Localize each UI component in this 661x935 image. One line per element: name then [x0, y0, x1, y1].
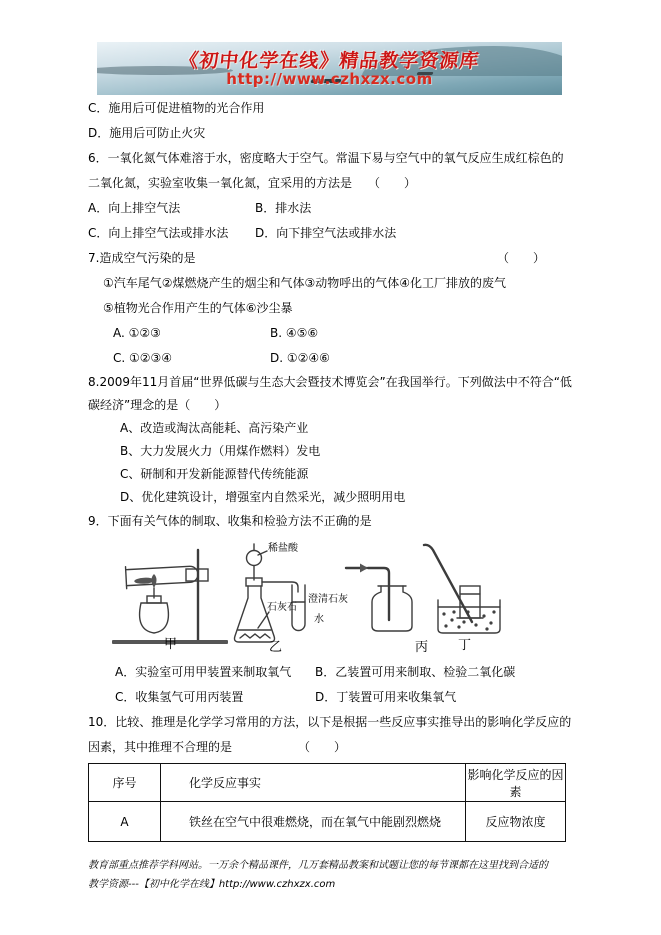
- table-header-number: 序号: [89, 764, 161, 802]
- question-9-options-cd: [88, 685, 575, 710]
- footer-line1: 教育部重点推荐学科网站。一万余个精品课件，几万套精品教案和试题让您的每节课都在这里找到合适的: [88, 860, 548, 871]
- question-6-options-cd: [88, 221, 575, 246]
- question-8-option-b: B、大力发展火力（用煤作燃料）发电: [120, 444, 321, 458]
- banner-image[interactable]: [97, 42, 562, 95]
- question-6-option-c: C．向上排空气法或排水法: [88, 226, 229, 240]
- question-7-items-line1: ①汽车尾气②煤燃烧产生的烟尘和气体③动物呼出的气体④化工厂排放的废气: [103, 276, 507, 290]
- question-8-stem-line1: 8.2009年11月首届“世界低碳与生态大会暨技术博览会”在我国举行。下列做法中不符合“低: [88, 375, 572, 389]
- banner-site-title: 《初中化学在线》精品教学资源库: [178, 50, 481, 72]
- question-8-option-a: A、改造或淘汰高能耗、高污染产业: [120, 421, 309, 435]
- table-header-factor: 影响化学反应的因素: [466, 764, 566, 802]
- footer-line2: [88, 875, 598, 894]
- label-apparatus-yi: 乙: [269, 640, 283, 655]
- question-7-option-d: D. ①②④⑥: [270, 351, 330, 365]
- question-9-stem: 9．下面有关气体的制取、收集和检验方法不正确的是: [88, 514, 372, 528]
- footer-site-url[interactable]: http://www.czhxzx.com: [218, 879, 336, 890]
- question-6-option-a: A．向上排空气法: [88, 201, 181, 215]
- question-7-stem: [88, 246, 575, 271]
- answer-bracket: （ ）: [496, 251, 545, 265]
- question-10-stem-text: 因素，其中推理不合理的是: [88, 740, 233, 754]
- page-footer: [88, 856, 598, 894]
- question-9-options-ab: [88, 660, 575, 685]
- question-7-option-b: B. ④⑤⑥: [270, 326, 319, 340]
- question-8-option-c: C、研制和开发新能源替代传统能源: [120, 467, 309, 481]
- label-limewater-line2: 水: [314, 614, 324, 625]
- question-10-stem-line1: 10．比较、推理是化学学习常用的方法，以下是根据一些反应事实推导出的影响化学反应的: [88, 715, 572, 729]
- gas-apparatus-figure: [88, 542, 575, 660]
- label-apparatus-jia: 甲: [164, 637, 178, 652]
- question-6-option-b: B．排水法: [255, 201, 312, 215]
- table-cell-fact: 铁丝在空气中很难燃烧，而在氧气中能剧烈燃烧: [161, 802, 466, 842]
- label-apparatus-ding: 丁: [458, 638, 472, 653]
- apparatus-bing-gas-bottle: [346, 564, 412, 632]
- question-10-table: [88, 763, 566, 842]
- question-8-stem-line2: 碳经济”理念的是（ ）: [88, 398, 227, 412]
- table-header-fact: 化学反应事实: [161, 764, 466, 802]
- question-7-items-line2: ⑤植物光合作用产生的气体⑥沙尘暴: [103, 301, 293, 315]
- question-7-option-c: C. ①②③④: [113, 351, 173, 365]
- question-9-option-b: B．乙装置可用来制取、检验二氧化碳: [315, 665, 516, 679]
- apparatus-jia-test-tube-stand: [112, 550, 228, 644]
- apparatus-yi-flask-limewater: [235, 544, 306, 642]
- question-6-option-d: D．向下排空气法或排水法: [255, 226, 397, 240]
- question-9-option-a: A．实验室可用甲装置来制取氧气: [115, 665, 292, 679]
- question-7-option-a: A. ①②③: [113, 326, 161, 340]
- footer-site-name: 教学资源---【初中化学在线】: [88, 879, 219, 890]
- answer-bracket: （ ）: [368, 176, 417, 190]
- table-cell-factor: 反应物浓度: [466, 802, 566, 842]
- question-6-options-ab: [88, 196, 575, 221]
- question-10-stem-line2: [88, 735, 575, 760]
- question-6-stem-line1: 6．一氧化氮气体难溶于水，密度略大于空气。常温下易与空气中的氧气反应生成红棕色的: [88, 151, 564, 165]
- question-9-option-c: C．收集氢气可用丙装置: [115, 690, 244, 704]
- option-c-carryover: C．施用后可促进植物的光合作用: [88, 101, 265, 115]
- label-dilute-hydrochloric-acid: 稀盐酸: [268, 543, 298, 554]
- question-8-option-d: D、优化建筑设计，增强室内自然采光，减少照明用电: [120, 490, 406, 504]
- question-6-stem-line2: [88, 171, 575, 196]
- banner-site-url[interactable]: http://www.czhxzx.com: [226, 70, 433, 88]
- question-7-stem-text: 7.造成空气污染的是: [88, 251, 196, 265]
- flame-icon: [152, 574, 157, 588]
- answer-bracket: （ ）: [298, 740, 347, 754]
- question-7-options-ab: [88, 321, 575, 346]
- question-7-options-cd: [88, 346, 575, 371]
- table-header-row: [89, 764, 566, 802]
- option-d-carryover: D．施用后可防止火灾: [88, 126, 206, 140]
- question-6-stem-text: 二氧化氮，实验室收集一氧化氮，宜采用的方法是: [88, 176, 353, 190]
- apparatus-ding-water-trough: [424, 545, 500, 633]
- table-cell-number: A: [89, 802, 161, 842]
- label-limestone: 石灰石: [267, 602, 297, 613]
- question-body: [88, 96, 575, 842]
- table-row: [89, 802, 566, 842]
- label-apparatus-bing: 丙: [415, 640, 429, 655]
- question-8-block: [88, 371, 575, 509]
- question-9-option-d: D．丁装置可用来收集氧气: [315, 690, 457, 704]
- label-limewater-line1: 澄清石灰: [308, 594, 348, 605]
